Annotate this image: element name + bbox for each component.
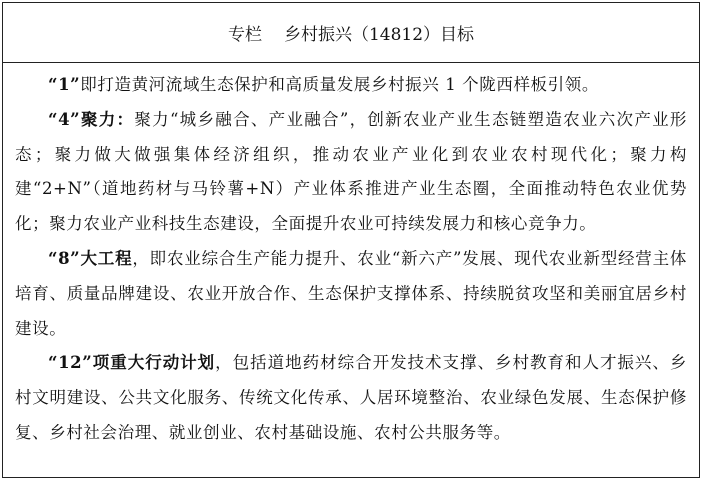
paragraph-body: ，即农业综合生产能力提升、农业“新六产”发展、现代农业新型经营主体培育、质量品牌建设、农业开放合作、生态保护支撑体系、持续脱贫攻坚和美丽宜居乡村建设。 — [15, 248, 688, 338]
paragraph-12 — [15, 346, 687, 450]
paragraph-body: 即打造黄河流域生态保护和高质量发展乡村振兴 1 个陇西样板引领。 — [80, 75, 599, 94]
paragraph-body: 聚力“城乡融合、产业融合”，创新农业产业生态链塑造农业六次产业形态；聚力做大做强集体经济组织，推动农业产业化到农业农村现代化；聚力构建“2+N”（道地药材与马铃薯+N）产业体系推进产业生态圈，全面推动特色农业优势化；聚力农业产业科技生态建设，全面提升农业可持续发展力和核心竞争力。 — [15, 109, 688, 234]
paragraph-1 — [15, 68, 687, 103]
paragraph-lead: “8”大工程 — [48, 248, 133, 268]
paragraph-8 — [15, 242, 687, 346]
paragraph-lead: “1” — [48, 75, 81, 94]
column-title-prefix: 专栏 — [227, 25, 262, 45]
paragraph-lead: “12”项重大行动计划 — [48, 353, 216, 373]
paragraph-4 — [15, 103, 687, 242]
column-box — [2, 2, 700, 478]
paragraph-lead: “4”聚力： — [48, 109, 135, 129]
column-content — [3, 63, 699, 451]
column-title-text: 乡村振兴（14812）目标 — [283, 25, 475, 45]
paragraph-body: ，包括道地药材综合开发技术支撑、乡村教育和人才振兴、乡村文明建设、公共文化服务、传统文化传承、人居环境整治、农业绿色发展、生态保护修复、乡村社会治理、就业创业、农村基础设施、农村公共服务等。 — [15, 353, 688, 442]
column-title — [3, 3, 699, 63]
